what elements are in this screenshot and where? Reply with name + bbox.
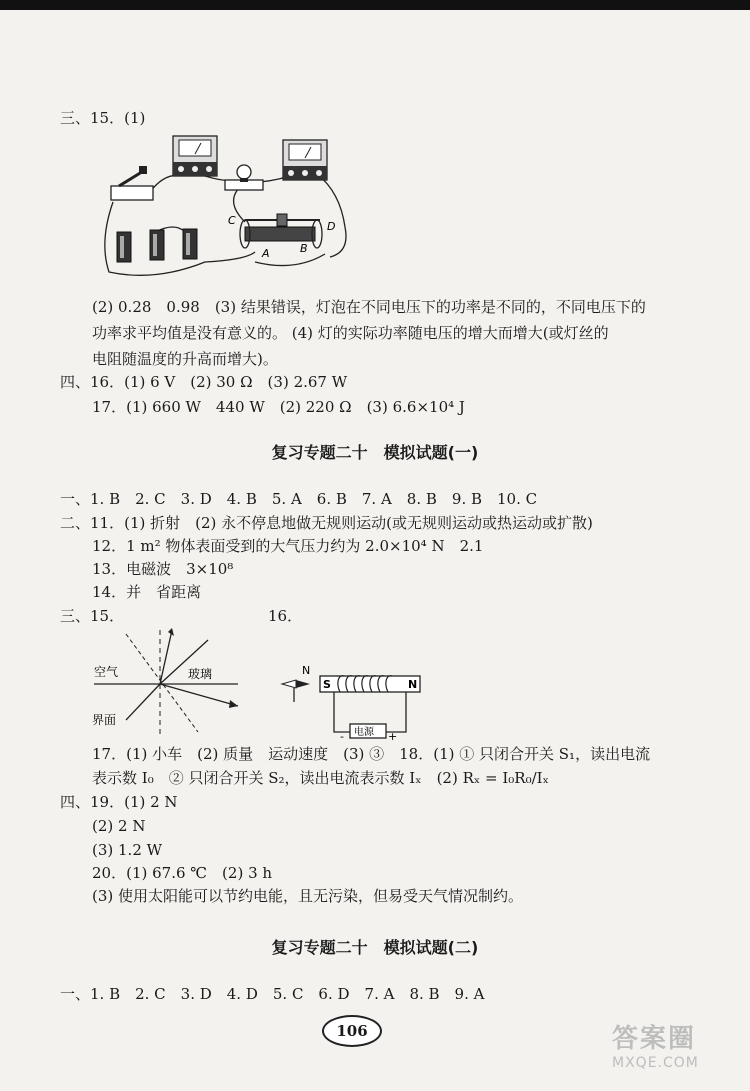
compass-needle-icon <box>282 680 310 702</box>
watermark-top: 答案圈 <box>612 1024 697 1054</box>
answer-line: 一、1. B 2. C 3. D 4. D 5. C 6. D 7. A 8. B 9. A <box>60 985 485 1003</box>
electromagnet-figure <box>278 660 428 740</box>
answer-line: 三、15． <box>60 607 125 625</box>
label-glass: 玻璃 <box>188 667 213 681</box>
answer-line: (3) 1.2 W <box>92 841 163 859</box>
refraction-figure <box>88 628 248 740</box>
answer-line: 二、11．(1) 折射 (2) 永不停息地做无规则运动(或无规则运动或热运动或扩散) <box>60 514 593 532</box>
bulb-icon <box>225 165 263 190</box>
ammeter-icon <box>173 136 217 176</box>
power-source-label: 电源 <box>354 727 374 738</box>
core-s-label: S <box>323 678 331 691</box>
label-interface: 界面 <box>92 713 117 727</box>
answer-line: (2) 0.28 0.98 (3) 结果错误，灯泡在不同电压下的功率是不同的，不同电压下的 <box>92 298 646 316</box>
answer-line: 功率求平均值是没有意义的。 (4) 灯的实际功率随电压的增大而增大(或灯丝的 <box>92 324 609 342</box>
watermark-logo <box>612 1018 744 1076</box>
page-number: 106 <box>322 1015 382 1047</box>
answer-line: 四、19．(1) 2 N <box>60 793 178 811</box>
answer-line: 12．1 m² 物体表面受到的大气压力约为 2.0×10⁴ N 2.1 <box>92 537 484 555</box>
answer-line: 17．(1) 小车 (2) 质量 运动速度 (3) ③ 18．(1) ① 只闭合开关 S₁，读出电流 <box>92 745 651 763</box>
answer-line: 17．(1) 660 W 440 W (2) 220 Ω (3) 6.6×10⁴ J <box>92 398 465 416</box>
plus-label: + <box>388 730 398 740</box>
section-heading: 复习专题二十 模拟试题(一) <box>271 443 479 462</box>
answer-line: 13．电磁波 3×10⁸ <box>92 560 234 578</box>
circuit-figure <box>95 132 360 284</box>
answer-line: 四、16．(1) 6 V (2) 30 Ω (3) 2.67 W <box>60 373 348 391</box>
answer-line: 20．(1) 67.6 ℃ (2) 3 h <box>92 864 273 882</box>
scan-top-edge <box>0 0 750 10</box>
answer-line: 电阻随温度的升高而增大)。 <box>92 350 278 368</box>
core-n-label: N <box>408 678 418 691</box>
battery-icon <box>117 229 197 262</box>
label-b: B <box>300 242 308 255</box>
label-a: A <box>262 247 270 260</box>
label-c: C <box>228 214 236 227</box>
label-air: 空气 <box>94 665 119 679</box>
answer-line: 14．并 省距离 <box>92 583 202 601</box>
answer-line: (2) 2 N <box>92 817 146 835</box>
answer-line: 一、1. B 2. C 3. D 4. B 5. A 6. B 7. A 8. B 9. B 10. C <box>60 490 538 508</box>
minus-label: - <box>340 730 344 740</box>
switch-icon <box>111 166 153 200</box>
answer-line: 16． <box>268 607 303 625</box>
voltmeter-icon <box>283 140 327 180</box>
q15-label: 三、15．(1) <box>60 109 146 127</box>
label-d: D <box>327 220 336 233</box>
needle-n-label: N <box>302 664 311 677</box>
rheostat-icon <box>240 214 322 248</box>
answer-line: 表示数 I₀ ② 只闭合开关 S₂，读出电流表示数 Iₓ (2) Rₓ = I₀R₀/Iₓ <box>92 769 549 787</box>
section-heading: 复习专题二十 模拟试题(二) <box>271 938 479 957</box>
answer-line: (3) 使用太阳能可以节约电能，且无污染，但易受天气情况制约。 <box>92 887 524 905</box>
watermark-bottom: MXQE.COM <box>612 1055 699 1071</box>
